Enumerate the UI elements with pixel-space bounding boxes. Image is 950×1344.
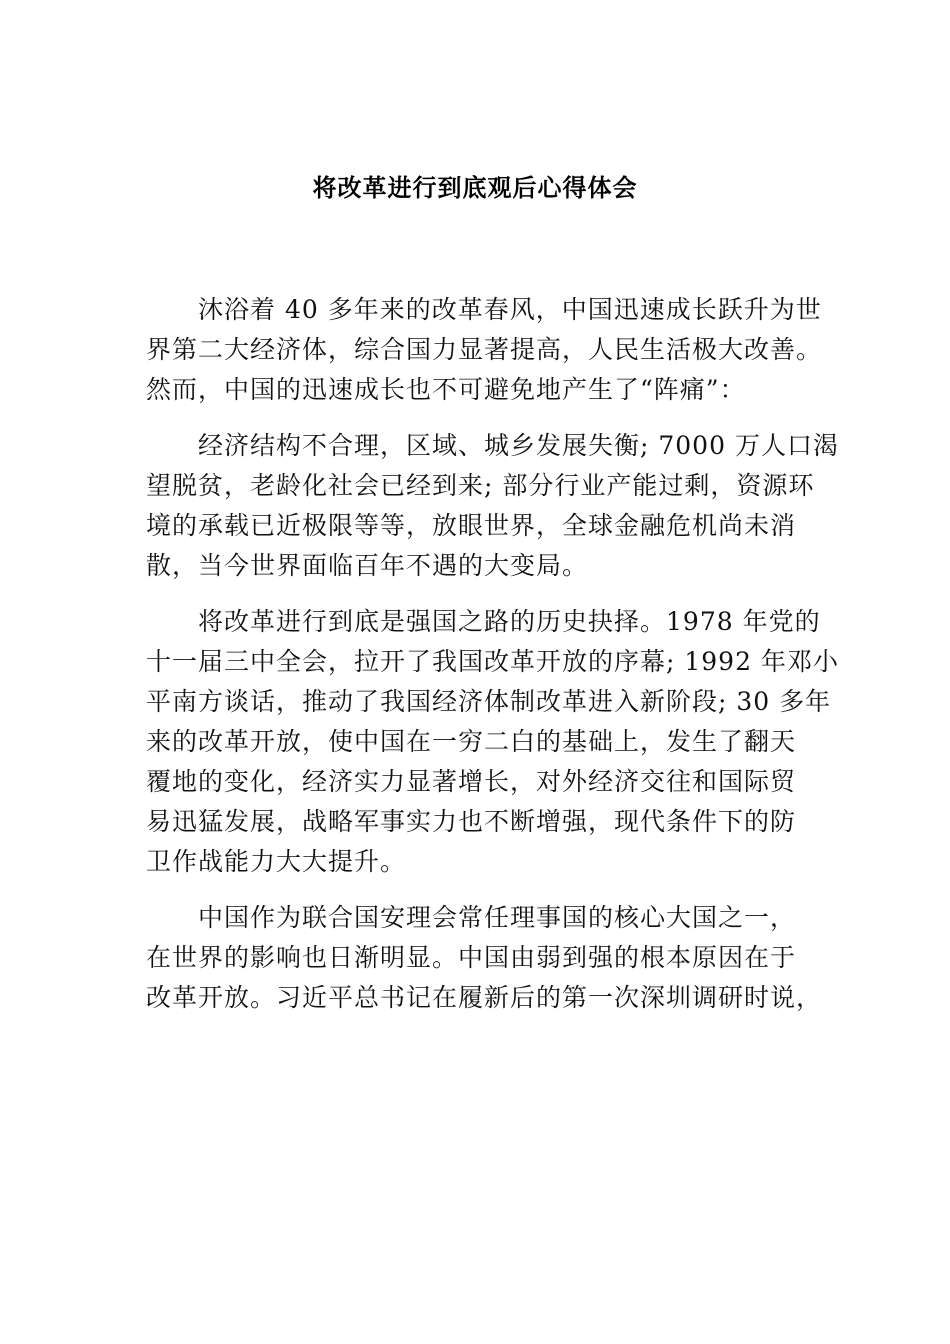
text-line: 境的承载已近极限等等，放眼世界，全球金融危机尚未消 — [146, 511, 797, 540]
text-line: 将改革进行到底是强国之路的历史抉择。1978 年党的 — [198, 607, 821, 636]
text-line: 卫作战能力大大提升。 — [146, 847, 407, 876]
document-body — [146, 290, 839, 1034]
text-line: 十一届三中全会，拉开了我国改革开放的序幕; 1992 年邓小 — [146, 647, 839, 676]
text-line: 界第二大经济体，综合国力显著提高，人民生活极大改善。 — [146, 335, 823, 364]
text-line: 经济结构不合理，区域、城乡发展失衡; 7000 万人口渴 — [198, 431, 839, 460]
paragraph — [146, 290, 823, 410]
text-line: 平南方谈话，推动了我国经济体制改革进入新阶段; 30 多年 — [146, 687, 832, 716]
text-line: 沐浴着 40 多年来的改革春风，中国迅速成长跃升为世 — [198, 295, 822, 324]
paragraph — [146, 898, 823, 1018]
paragraph — [146, 602, 839, 882]
paragraph — [146, 426, 839, 586]
text-line: 中国作为联合国安理会常任理事国的核心大国之一， — [198, 903, 797, 932]
text-line: 来的改革开放，使中国在一穷二白的基础上，发生了翻天 — [146, 727, 797, 756]
text-line: 易迅猛发展，战略军事实力也不断增强，现代条件下的防 — [146, 807, 797, 836]
text-line: 然而，中国的迅速成长也不可避免地产生了“阵痛”： — [146, 375, 746, 404]
text-line: 改革开放。习近平总书记在履新后的第一次深圳调研时说， — [146, 983, 823, 1012]
text-line: 覆地的变化，经济实力显著增长，对外经济交往和国际贸 — [146, 767, 797, 796]
text-line: 散，当今世界面临百年不遇的大变局。 — [146, 551, 589, 580]
text-line: 望脱贫，老龄化社会已经到来; 部分行业产能过剩，资源环 — [146, 471, 815, 500]
document-title: 将改革进行到底观后心得体会 — [312, 173, 638, 202]
text-line: 在世界的影响也日渐明显。中国由弱到强的根本原因在于 — [146, 943, 797, 972]
